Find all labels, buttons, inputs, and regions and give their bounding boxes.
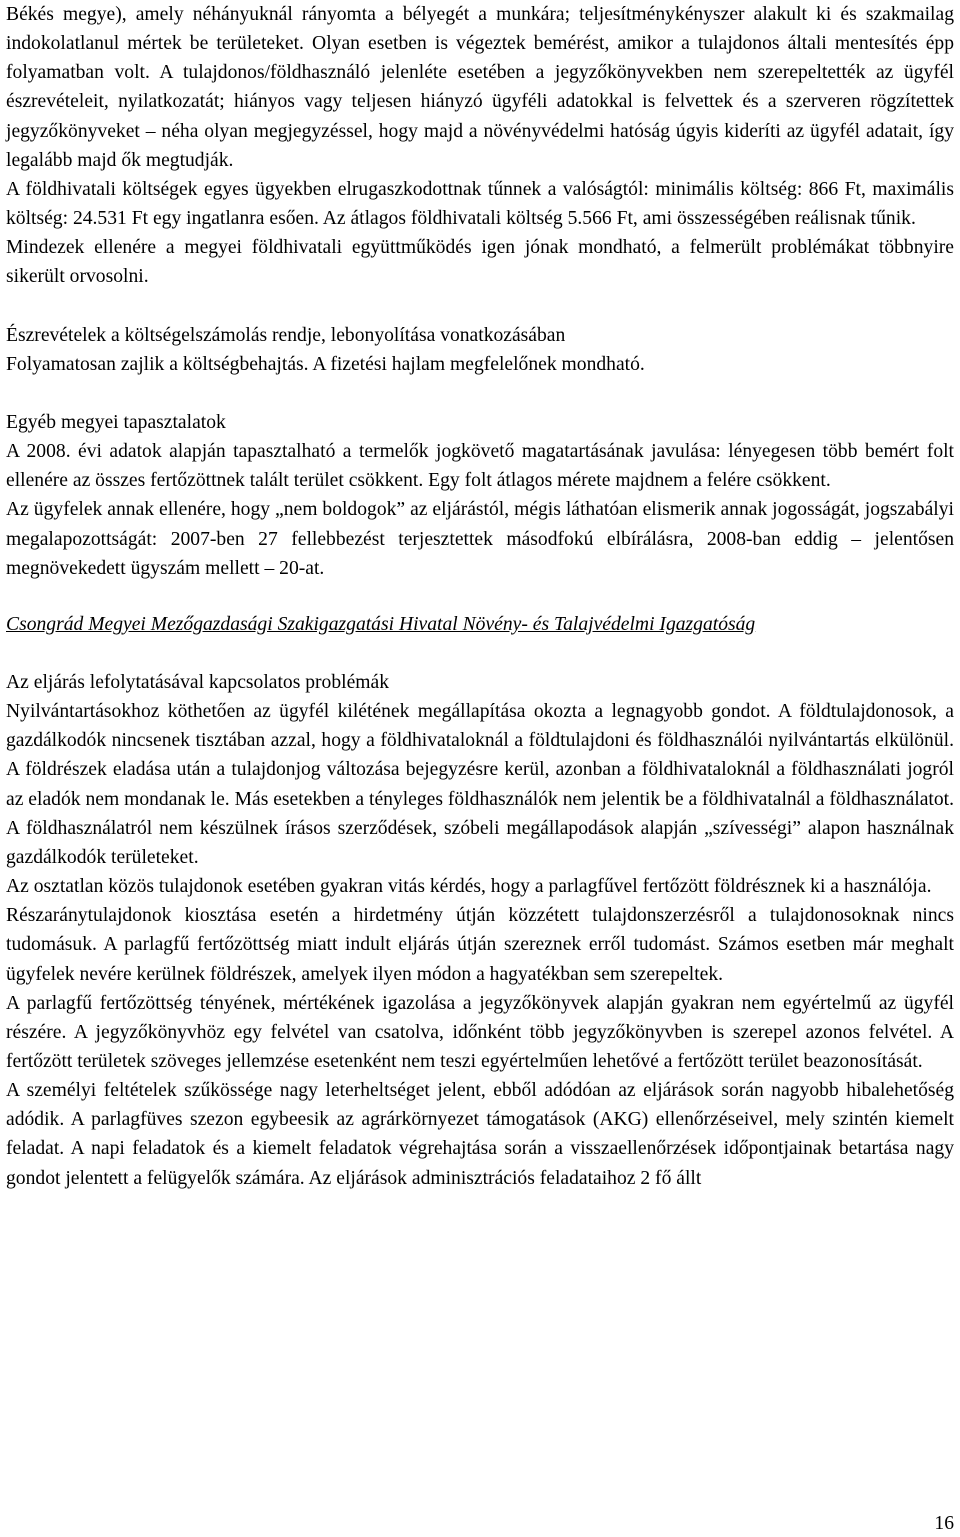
csongrad-heading: Csongrád Megyei Mezőgazdasági Szakigazgatási Hivatal Növény- és Talajvédelmi Igazgatóság <box>6 613 756 635</box>
page-number: 16 <box>934 1513 954 1534</box>
section-title-procedure: Az eljárás lefolytatásával kapcsolatos problémák <box>6 671 390 693</box>
section-title-other: Egyéb megyei tapasztalatok <box>6 411 226 433</box>
paragraph-survey-issues: Békés megye), amely néhányuknál rányomta a bélyegét a munkára; teljesítménykényszer alakult ki és szakmailag indokolatlanul mértek be területeket. Olyan esetben is végeztek bemérést, amikor a tulajdonos általi mentesítés épp folyamatban volt. A tulajdonos/földhasználó jelenléte esetében a jegyzőkönyvekben nem szerepeltették az ügyfél észrevételeit, nyilatkozatát; hiányos vagy teljesen hiányzó ügyféli adatokkal is felvettek és a szerveren rögzítettek jegyzőkönyveket – néha olyan megjegyzéssel, hogy majd a növényvédelmi hatóság úgyis kideríti az ügyfél adatait, így legalább majd ők megtudják. <box>6 4 954 171</box>
paragraph-costs: Folyamatosan zajlik a költségbehajtás. A fizetési hajlam megfelelőnek mondható. <box>6 353 645 375</box>
spacer <box>6 639 954 668</box>
paragraph-cooperation: Mindezek ellenére a megyei földhivatali együttműködés igen jónak mondható, a felmerült problémákat többnyire sikerült orvosolni. <box>6 237 954 288</box>
paragraph-procedure-registry: Nyilvántartásokhoz köthetően az ügyfél kilétének megállapítása okozta a legnagyobb gondot. A földtulajdonosok, a gazdálkodók nincsenek tisztában azzal, hogy a földhivataloknál a földtulajdoni és földhasználói nyilvántartás elkülönül. A földrészek eladása után a tulajdonjog változása bejegyzésre kerül, azonban a földhivataloknál a földhasználati jogról az eladók nem mondanak le. Más esetekben a tényleges földhasználók nem jelentik be a földhivatalnál a földhasználatot. A földhasználatról nem készülnek írásos szerződések, szóbeli megállapodások alapján „szívességi” alapon használnak gazdálkodók területeket. <box>6 701 954 868</box>
spacer <box>6 583 954 610</box>
spacer <box>6 292 954 321</box>
paragraph-procedure-share-ownership: Részaránytulajdonok kiosztása esetén a hirdetmény útján közzétett tulajdonszerzésről a tulajdonosoknak nincs tudomásuk. A parlagfű fertőzöttség miatt indult eljárás útján szereznek erről tudomást. Számos esetben már meghalt ügyfelek nevére kerülnek földrészek, amelyek ilyen módon a hagyatékban sem szerepeltek. <box>6 905 954 985</box>
spacer <box>6 379 954 408</box>
document-page <box>6 0 954 1193</box>
section-title-costs: Észrevételek a költségelszámolás rendje, lebonyolítása vonatkozásában <box>6 324 566 346</box>
paragraph-procedure-staffing: A személyi feltételek szűkössége nagy leterheltséget jelent, ebből adódóan az eljárások során nagyobb hibalehetőség adódik. A parlagfüves szezon egybeesik az agrárkörnyezet támogatások (AKG) ellenőrzéseivel, mely szintén kiemelt feladat. A napi feladatok és a kiemelt feladatok végrehajtása során a visszaellenőrzések időpontjainak betartása nagy gondot jelentett a felügyelők számára. Az eljárások adminisztrációs feladataihoz 2 fő állt <box>6 1080 954 1189</box>
paragraph-other-2008: A 2008. évi adatok alapján tapasztalható a termelők jogkövető magatartásának javulása: lényegesen több bemért folt ellenére az összes fertőzöttnek talált terület csökkent. Egy folt átlagos mérete majdnem a felére csökkent. <box>6 441 954 492</box>
paragraph-procedure-common-property: Az osztatlan közös tulajdonok esetében gyakran vitás kérdés, hogy a parlagfűvel fertőzött földrésznek ki a használója. <box>6 876 932 898</box>
paragraph-procedure-infestation-proof: A parlagfű fertőzöttség tényének, mértékének igazolása a jegyzőkönyvek alapján gyakran nem egyértelmű az ügyfél részére. A jegyzőkönyvhöz egy felvétel van csatolva, időnként több jegyzőkönyvben is szerepel azonos felvétel. A fertőzött területek szöveges jellemzése esetenként nem teszi egyértelműen lehetővé a fertőzött terület beazonosítását. <box>6 992 954 1072</box>
paragraph-land-office-costs: A földhivatali költségek egyes ügyekben elrugaszkodottnak tűnnek a valóságtól: minimális költség: 866 Ft, maximális költség: 24.531 Ft egy ingatlanra esően. Az átlagos földhivatali költség 5.566 Ft, ami összességében reálisnak tűnik. <box>6 178 954 230</box>
paragraph-other-appeals: Az ügyfelek annak ellenére, hogy „nem boldogok” az eljárástól, mégis láthatóan elismerik annak jogosságát, jogszabályi megalapozottságát: 2007-ben 27 fellebbezést terjesztettek másodfokú elbírálásra, 2008-ban eddig – jelentősen megnövekedett ügyszám mellett – 20-at. <box>6 499 954 579</box>
